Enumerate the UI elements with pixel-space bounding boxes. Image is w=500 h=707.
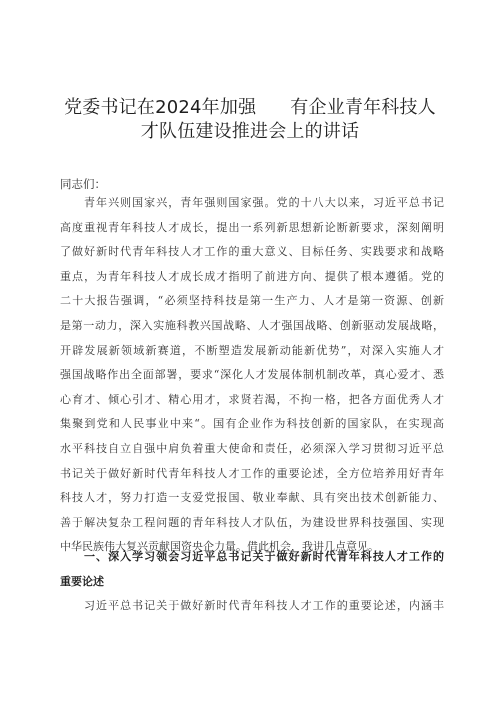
- text-line: 心育才、倾心引才、精心用才，求贤若渴，不拘一格，把各方面优秀人才: [60, 392, 444, 406]
- heading-line: 重要论述: [60, 574, 104, 588]
- text-line: 重点，为青年科技人才成长成才指明了前进方向、提供了根本遵循。党的: [60, 269, 444, 283]
- paragraph-1: [60, 191, 444, 560]
- title-part-2: 有企业青年科技人: [290, 97, 436, 118]
- text-line: 中华民族伟大复兴贡献国资央企力量。借此机会，我讲几点意见。: [60, 540, 379, 554]
- title-part-1: 党委书记在2024年加强: [64, 97, 257, 118]
- paragraph-2: [60, 594, 444, 619]
- document-title-line-2: 才队伍建设推进会上的讲话: [140, 121, 360, 142]
- text-line: 是第一动力，深入实施科教兴国战略、人才强国战略、创新驱动发展战略，: [60, 318, 444, 332]
- text-line: 习近平总书记关于做好新时代青年科技人才工作的重要论述，内涵丰: [84, 599, 444, 612]
- text-line: 了做好新时代青年科技人才工作的重大意义、目标任务、实践要求和战略: [60, 245, 444, 259]
- section-heading-1: [60, 545, 444, 594]
- document-title-line-1: [60, 96, 440, 120]
- text-line: 水平科技自立自强中肩负着重大使命和责任，必须深入学习贯彻习近平总: [60, 441, 444, 455]
- text-line: 科技人才，努力打造一支爱党报国、敬业奉献、具有突出技术创新能力、: [60, 491, 444, 505]
- text-line: 二十大报告强调，“必须坚持科技是第一生产力、人才是第一资源、创新: [60, 294, 444, 308]
- salutation: 同志们：: [60, 177, 106, 191]
- heading-line: 一、深入学习领会习近平总书记关于做好新时代青年科技人才工作的: [84, 550, 444, 563]
- text-line: 书记关于做好新时代青年科技人才工作的重要论述，全方位培养用好青年: [60, 466, 444, 480]
- text-line: 集聚到党和人民事业中来“。国有企业作为科技创新的国家队，在实现高: [60, 417, 444, 431]
- text-line: 青年兴则国家兴，青年强则国家强。党的十八大以来，习近平总书记: [84, 196, 444, 209]
- text-line: 强国战略作出全面部署，要求“深化人才发展体制机制改革，真心爱才、悉: [60, 368, 444, 382]
- text-line: 善于解决复杂工程问题的青年科技人才队伍，为建设世界科技强国、实现: [60, 515, 444, 529]
- text-line: 高度重视青年科技人才成长，提出一系列新思想新论断新要求，深刻阐明: [60, 220, 444, 234]
- text-line: 开辟发展新领域新赛道，不断塑造发展新动能新优势”，对深入实施人才: [60, 343, 444, 357]
